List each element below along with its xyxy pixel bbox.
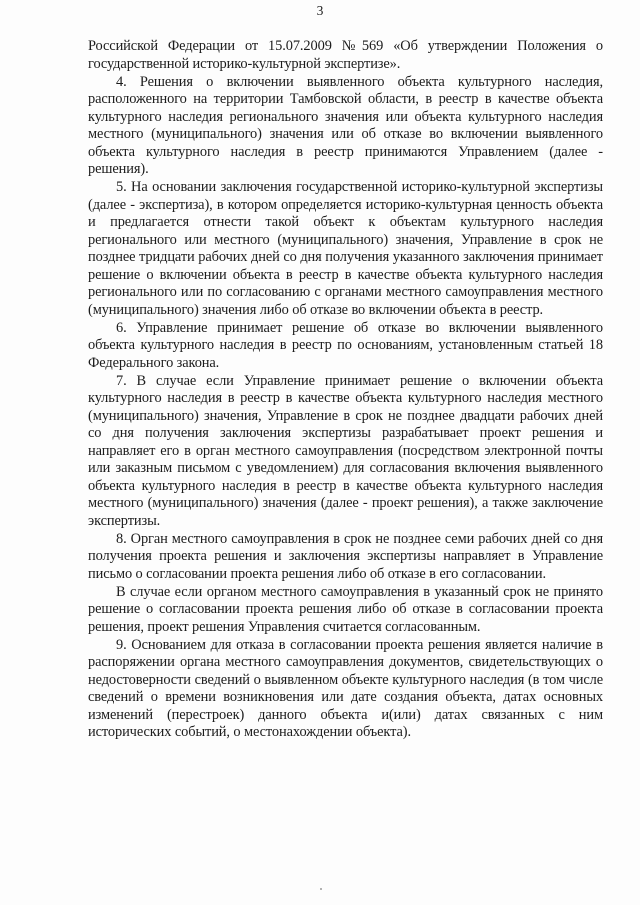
document-body <box>88 38 603 742</box>
paragraph-continuation: Российской Федерации от 15.07.2009 №569 «Об утверждении Положения о государственной историко-культурной экспертизе». <box>88 38 603 72</box>
paragraph-item-7: 7. В случае если Управление принимает решение о включении объекта культурного наследия в реестр в качестве объекта культурного наследия местного (муниципального) значения, Управление в срок не позднее двадцати рабочих дней со дня получения заключения экспертизы разрабатывает проект решения и направляет его в орган местного самоуправления (посредством электронной почты или заказным письмом с уведомлением) для согласования включения выявленного объекта культурного наследия в реестр в качестве объекта культурного наследия местного (муниципального) значения (далее - проект решения), а также заключение экспертизы. <box>88 372 603 529</box>
paragraph-item-8: 8. Орган местного самоуправления в срок не позднее семи рабочих дней со дня получения проекта решения и заключения экспертизы направляет в Управление письмо о согласовании проекта решения либо об отказе в его согласовании. <box>88 530 603 582</box>
paragraph-item-6: 6. Управление принимает решение об отказе во включении выявленного объекта культурного наследия в реестр по основаниям, установленным статьей 18 Федерального закона. <box>88 319 603 371</box>
paragraph-item-8-clause: В случае если органом местного самоуправления в указанный срок не принято решение о согласовании проекта решения либо об отказе в согласовании проекта решения, проект решения Управления считается согласованным. <box>88 583 603 635</box>
paragraph-item-4: 4. Решения о включении выявленного объекта культурного наследия, расположенного на территории Тамбовской области, в реестр в качестве объекта культурного наследия регионального значения или объекта культурного наследия местного (муниципального) значения или об отказе во включении выявленного объекта культурного наследия в реестр принимаются Управлением (далее - решения). <box>88 73 603 177</box>
scan-speck <box>320 888 322 890</box>
paragraph-item-9: 9. Основанием для отказа в согласовании проекта решения является наличие в распоряжении органа местного самоуправления документов, свидетельствующих о недостоверности сведений о выявленном объекте культурного наследия (в том числе сведений о времени возникновения или дате создания объекта, датах основных изменений (перестроек) данного объекта и(или) датах связанных с ним исторических событий, о местонахождении объекта). <box>88 636 603 740</box>
page-number: 3 <box>316 3 324 18</box>
paragraph-item-5: 5. На основании заключения государственной историко-культурной экспертизы (далее - экспертиза), в котором определяется историко-культурная ценность объекта и предлагается отнести такой объект к объектам культурного наследия регионального или местного (муниципального) значения, Управление в срок не позднее тридцати рабочих дней со дня получения указанного заключения принимает решение о включении объекта в реестр в качестве объекта культурного наследия регионального или по согласованию с органами местного самоуправления местного (муниципального) значения либо об отказе во включении объекта в реестр. <box>88 179 603 318</box>
